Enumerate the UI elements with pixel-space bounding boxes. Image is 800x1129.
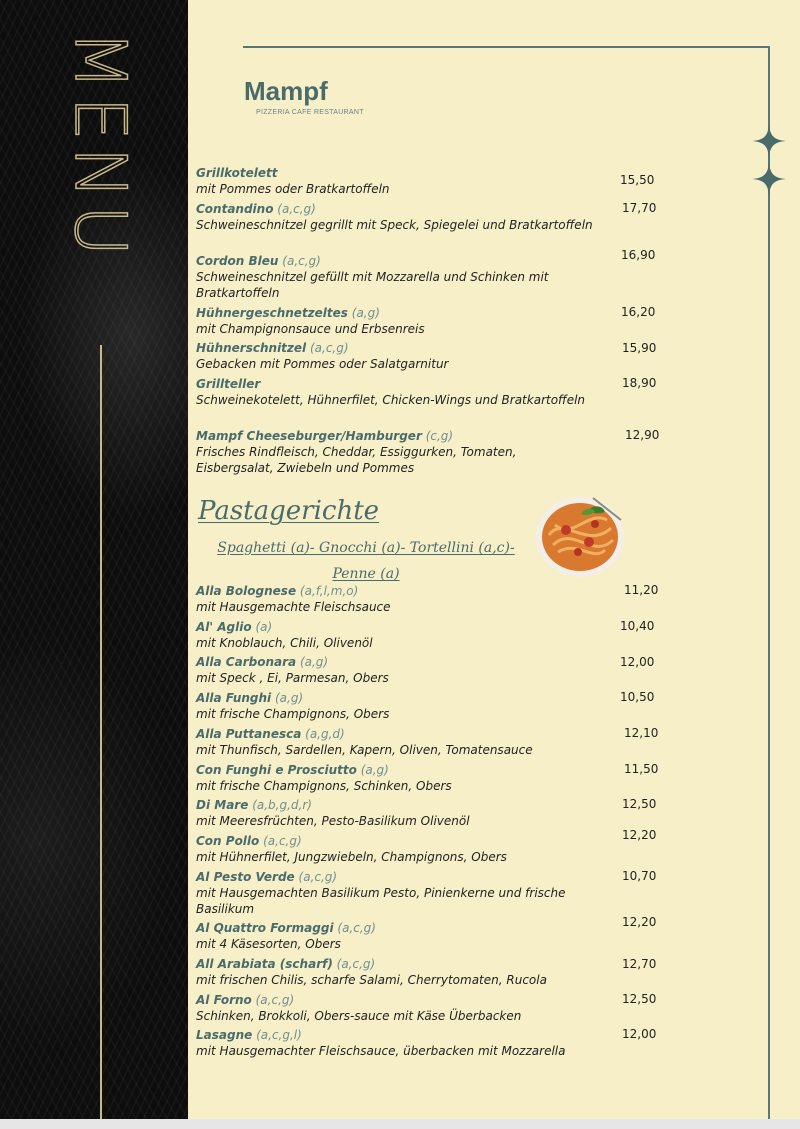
menu-item [196,253,616,301]
item-price: 12,00 [622,1027,657,1041]
menu-item [196,956,616,988]
section-subtitle-pasta-types: Spaghetti (a)- Gnocchi (a)- Tortellini (a,c)- Penne (a) [217,540,515,582]
restaurant-subtitle: PIZZERIA CAFE RESTAURANT [256,109,364,116]
menu-vertical-title: MENU [59,30,141,263]
item-price: 10,70 [622,869,657,883]
gold-divider-line [100,345,102,1120]
item-price: 12,50 [622,797,657,811]
item-description: mit Knoblauch, Chili, Olivenöl [196,636,373,650]
item-name: Mampf Cheeseburger/Hamburger [196,429,422,443]
item-description: mit Hausgemachten Basilikum Pesto, Pinienkerne und frische Basilikum [196,886,566,916]
item-allergens: (a,c,g) [336,957,376,971]
item-allergens: (c,g) [425,429,454,443]
item-allergens: (a,c,g) [298,870,338,884]
item-description: mit frischen Chilis, scharfe Salami, Cherrytomaten, Rucola [196,973,547,987]
four-point-star-icon [752,124,786,158]
item-allergens: (a,c,g) [337,921,376,935]
pasta-plate-image [533,490,628,580]
item-description: Schinken, Brokkoli, Obers-sauce mit Käse Überbacken [196,1009,522,1023]
item-description: Schweinekotelett, Hühnerfilet, Chicken-Wings und Bratkartoffeln [196,393,586,407]
four-point-star-icon [752,162,786,196]
item-description: Frisches Rindfleisch, Cheddar, Essiggurken, Tomaten, Eisbergsalat, Zwiebeln und Pommes [196,445,517,475]
item-name: Con Funghi e Prosciutto [196,763,357,777]
menu-item [196,654,616,686]
menu-item [196,833,616,865]
item-price: 12,90 [625,428,660,442]
item-description: mit Hühnerfilet, Jungzwiebeln, Champignons, Obers [196,850,507,864]
item-description: mit frische Champignons, Obers [196,707,390,721]
item-allergens: (a) [255,620,273,634]
menu-item [196,762,616,794]
item-name: Alla Bolognese [196,584,297,598]
item-price: 15,50 [620,173,655,187]
item-price: 15,90 [622,341,657,355]
item-allergens: (a,g) [299,655,329,669]
item-description: mit Pommes oder Bratkartoffeln [196,182,390,196]
item-name: All Arabiata (scharf) [196,957,333,971]
item-price: 12,20 [622,915,657,929]
item-allergens: (a,g,d) [305,727,345,741]
menu-item [196,583,616,615]
item-description: mit Thunfisch, Sardellen, Kapern, Oliven, Tomatensauce [196,743,533,757]
menu-item [196,376,616,408]
item-name: Al Forno [196,993,252,1007]
menu-item [196,305,616,337]
item-description: Schweineschnitzel gefüllt mit Mozzarella und Schinken mit Bratkartoffeln [196,270,549,300]
item-description: Schweineschnitzel gegrillt mit Speck, Spiegelei und Bratkartoffeln [196,218,593,232]
item-price: 12,50 [622,992,657,1006]
restaurant-name: Mampf [244,76,328,106]
item-description: mit frische Champignons, Schinken, Obers [196,779,452,793]
menu-item [196,165,616,197]
item-allergens: (a,c,g,l) [256,1028,302,1042]
item-price: 10,40 [620,619,655,633]
item-allergens: (a,c,g) [282,254,321,268]
item-name: Lasagne [196,1028,253,1042]
menu-item [196,797,616,829]
item-price: 11,50 [624,762,659,776]
item-allergens: (a,b,g,d,r) [252,798,312,812]
item-allergens: (a,g) [351,306,380,320]
item-name: Hühnergeschnetzeltes [196,306,348,320]
item-description: mit Meeresfrüchten, Pesto-Basilikum Olivenöl [196,814,470,828]
item-name: Alla Carbonara [196,655,297,669]
item-name: Grillkotelett [196,166,278,180]
item-description: mit Champignonsauce und Erbsenreis [196,322,425,336]
menu-item [196,340,616,372]
menu-item [196,428,596,476]
menu-item [196,619,616,651]
item-description: mit Hausgemachter Fleischsauce, überbacken mit Mozzarella [196,1044,566,1058]
frame-top-line [243,46,770,48]
item-allergens: (a,f,l,m,o) [299,584,359,598]
item-name: Con Pollo [196,834,260,848]
item-name: Al Pesto Verde [196,870,295,884]
item-price: 10,50 [620,690,655,704]
menu-item [196,920,616,952]
menu-item [196,201,616,233]
item-name: Contandino [196,202,274,216]
item-name: Hühnerschnitzel [196,341,307,355]
menu-item [196,690,616,722]
item-name: Grillteller [196,377,261,391]
frame-right-line [768,46,770,1119]
menu-item [196,1027,596,1059]
item-name: Di Mare [196,798,249,812]
item-price: 12,20 [622,828,657,842]
item-name: Alla Puttanesca [196,727,302,741]
item-allergens: (a,c,g) [309,341,349,355]
item-name: Al' Aglio [196,620,252,634]
item-price: 12,10 [624,726,659,740]
item-description: Gebacken mit Pommes oder Salatgarnitur [196,357,449,371]
item-name: Al Quattro Formaggi [196,921,334,935]
menu-item [196,726,616,758]
item-allergens: (a,c,g) [255,993,295,1007]
bottom-strip [0,1119,800,1129]
item-name: Cordon Bleu [196,254,279,268]
item-description: mit Speck , Ei, Parmesan, Obers [196,671,389,685]
item-price: 17,70 [622,201,657,215]
item-price: 18,90 [622,376,657,390]
item-allergens: (a,c,g) [263,834,302,848]
item-allergens: (a,g) [275,691,304,705]
item-price: 12,70 [622,957,657,971]
item-allergens: (a,g) [360,763,389,777]
item-description: mit Hausgemachte Fleischsauce [196,600,391,614]
item-price: 12,00 [620,655,655,669]
item-name: Alla Funghi [196,691,272,705]
section-title-pasta: Pastagerichte [198,496,380,526]
item-description: mit 4 Käsesorten, Obers [196,937,341,951]
menu-item [196,992,616,1024]
item-price: 11,20 [624,583,659,597]
item-allergens: (a,c,g) [277,202,316,216]
item-price: 16,90 [621,248,656,262]
item-price: 16,20 [621,305,656,319]
menu-item [196,869,616,917]
